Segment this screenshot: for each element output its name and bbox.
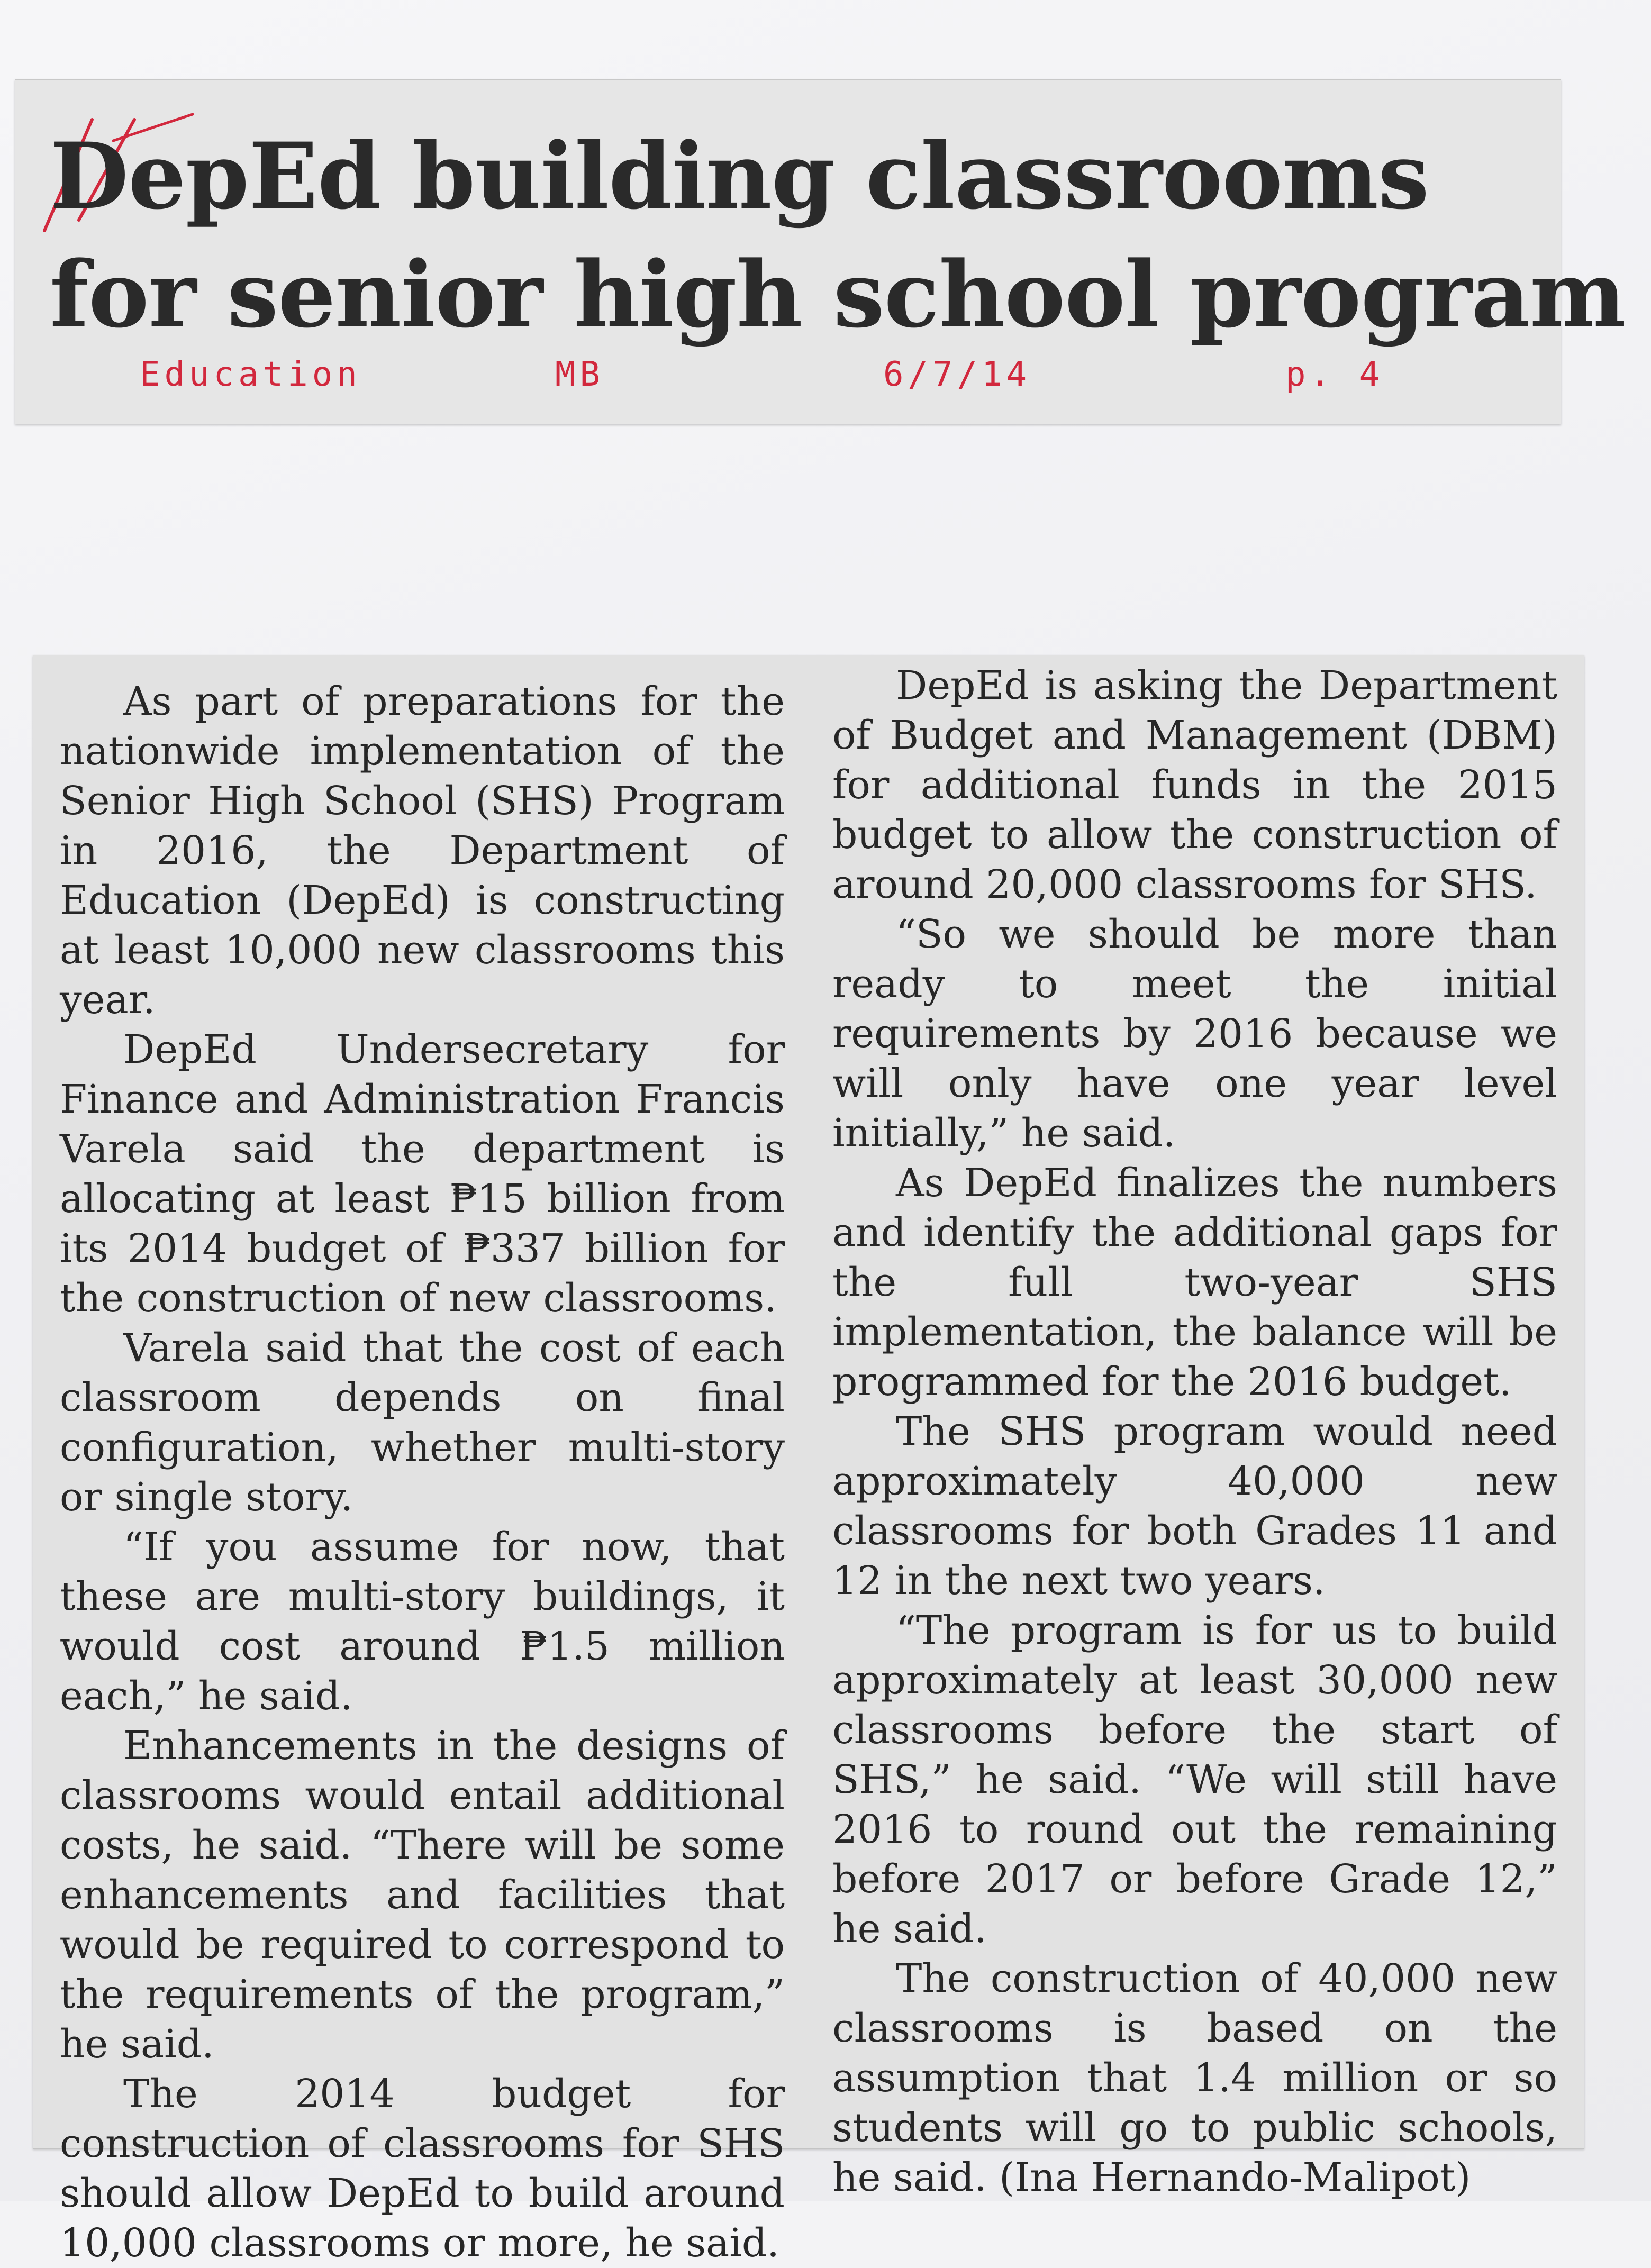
article-column-left — [60, 677, 785, 2266]
handwritten-page-note: p. 4 — [1285, 355, 1384, 394]
handwritten-section-note: Education — [140, 355, 361, 394]
article-body-clipping — [33, 655, 1584, 2266]
article-headline — [50, 117, 1626, 354]
article-paragraph: “So we should be more than ready to meet the initial requirements by 2016 because we will only have one year level initially,” he said. — [832, 912, 1557, 1156]
article-paragraph: DepEd Undersecretary for Finance and Administration Francis Varela said the department is allocating at least ₱15 billion from its 2014 budget of ₱337 billion for the construction of new classrooms. — [60, 1027, 785, 1321]
article-paragraph: The construction of 40,000 new classrooms is based on the assumption that 1.4 million or so students will go to public schools, he said. (Ina Hernando-Malipot) — [832, 1956, 1557, 2200]
article-paragraph: Enhancements in the designs of classrooms would entail additional costs, he said. “There will be some enhancements and facilities that would be required to correspond to the requirements of the program,” he said. — [60, 1723, 785, 2067]
handwritten-paper-note: MB — [555, 355, 605, 394]
article-paragraph: Varela said that the cost of each classroom depends on final configuration, whether multi-story or single story. — [60, 1325, 785, 1520]
article-paragraph: DepEd is asking the Department of Budget and Management (DBM) for additional funds in the 2015 budget to allow the construction of around 20,000 classrooms for SHS. — [832, 663, 1557, 907]
article-column-right — [832, 661, 1557, 2200]
article-paragraph: “The program is for us to build approximately at least 30,000 new classrooms before the start of SHS,” he said. “We will still have 2016 to round out the remaining before 2017 or before Grade 12,” he said. — [832, 1608, 1557, 1952]
handwritten-date-note: 6/7/14 — [883, 355, 1031, 394]
article-paragraph: The 2014 budget for construction of classrooms for SHS should allow DepEd to build around 10,000 classrooms or more, he said. — [60, 2071, 785, 2266]
article-paragraph: The SHS program would need approximately 40,000 new classrooms for both Grades 11 and 12 in the next two years. — [832, 1409, 1557, 1604]
article-paragraph: “If you assume for now, that these are multi-story buildings, it would cost around ₱1.5 million each,” he said. — [60, 1524, 785, 1719]
article-paragraph: As DepEd finalizes the numbers and identify the additional gaps for the full two-year SHS implementation, the balance will be programmed for the 2016 budget. — [832, 1160, 1557, 1405]
article-paragraph: As part of preparations for the nationwide implementation of the Senior High School (SHS) Program in 2016, the Department of Education (DepEd) is constructing at least 10,000 new classrooms this year. — [60, 679, 785, 1023]
headline-clipping — [15, 79, 1626, 424]
headline-line-1: DepEd building classrooms — [50, 122, 1429, 230]
headline-line-2: for senior high school program — [50, 241, 1626, 348]
